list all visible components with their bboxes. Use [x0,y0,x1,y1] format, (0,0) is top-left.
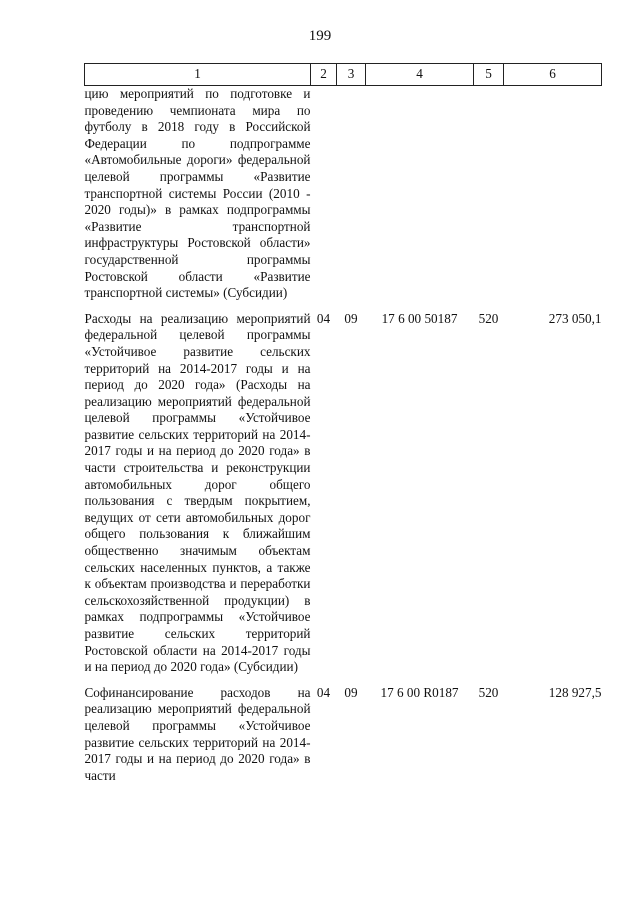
row-spacer [85,676,602,685]
row-section: 04 [316,684,331,700]
table-row [85,86,602,302]
table-row [85,685,602,785]
column-header-2: 2 [311,64,337,86]
row-expense-type: 520 [478,684,499,700]
row-subsection: 09 [344,684,358,700]
table-header-row [85,64,602,86]
row-amount: 273 050,1 [548,310,602,326]
column-header-3: 3 [337,64,366,86]
row-target-code [366,86,474,302]
page-number: 199 [308,28,332,44]
column-header-1: 1 [85,64,311,86]
row-amount [504,86,602,302]
row-description: цию мероприятий по подготовке и проведению чемпионата мира по футболу в 2018 году в Российской Федерации по подпрограмме «Автомобильные дороги» федеральной целевой программы «Развитие транспортной системы России (2010 - 2020 годы)» в рамках подпрограммы «Развитие транспортной инфраструктуры Ростовской области» государственной программы Ростовской области «Развитие транспортной системы» (Субсидии) [84,86,311,301]
column-header-6: 6 [504,64,602,86]
row-spacer [85,302,602,311]
row-target-code: 17 6 00 50187 [381,310,458,326]
row-amount: 128 927,5 [548,684,602,700]
row-section: 04 [316,310,331,326]
row-description: Расходы на реализацию мероприятий федеральной целевой программы «Устойчивое развитие сельских территорий на 2014-2017 годы и на период до 2020 года» (Расходы на реализацию мероприятий федеральной целевой программы «Устойчивое развитие сельских территорий на 2014-2017 годы и на период до 2020 года» в части строительства и реконструкции автомобильных дорог общего пользования с твердым покрытием, ведущих от сети автомобильных дорог общего пользования к ближайшим общественно значимым объектам сельских населенных пунктов, а также к объектам производства и переработки сельскохозяйственной продукции) в рамках подпрограммы «Устойчивое развитие сельских территорий Ростовской области на 2014-2017 годы и на период до 2020 года» (Субсидии) [84,310,311,675]
row-description: Софинансирование расходов на реализацию мероприятий федеральной целевой программы «Устойчивое развитие сельских территорий на 2014-2017 годы и на период до 2020 года» в части [84,684,311,783]
row-expense-type: 520 [478,310,499,326]
table-row [85,311,602,676]
row-target-code: 17 6 00 R0187 [380,684,459,700]
column-header-5: 5 [474,64,504,86]
budget-table [84,63,602,784]
column-header-4: 4 [366,64,474,86]
row-section [311,86,337,302]
row-subsection [337,86,366,302]
row-expense-type [474,86,504,302]
row-subsection: 09 [344,310,358,326]
